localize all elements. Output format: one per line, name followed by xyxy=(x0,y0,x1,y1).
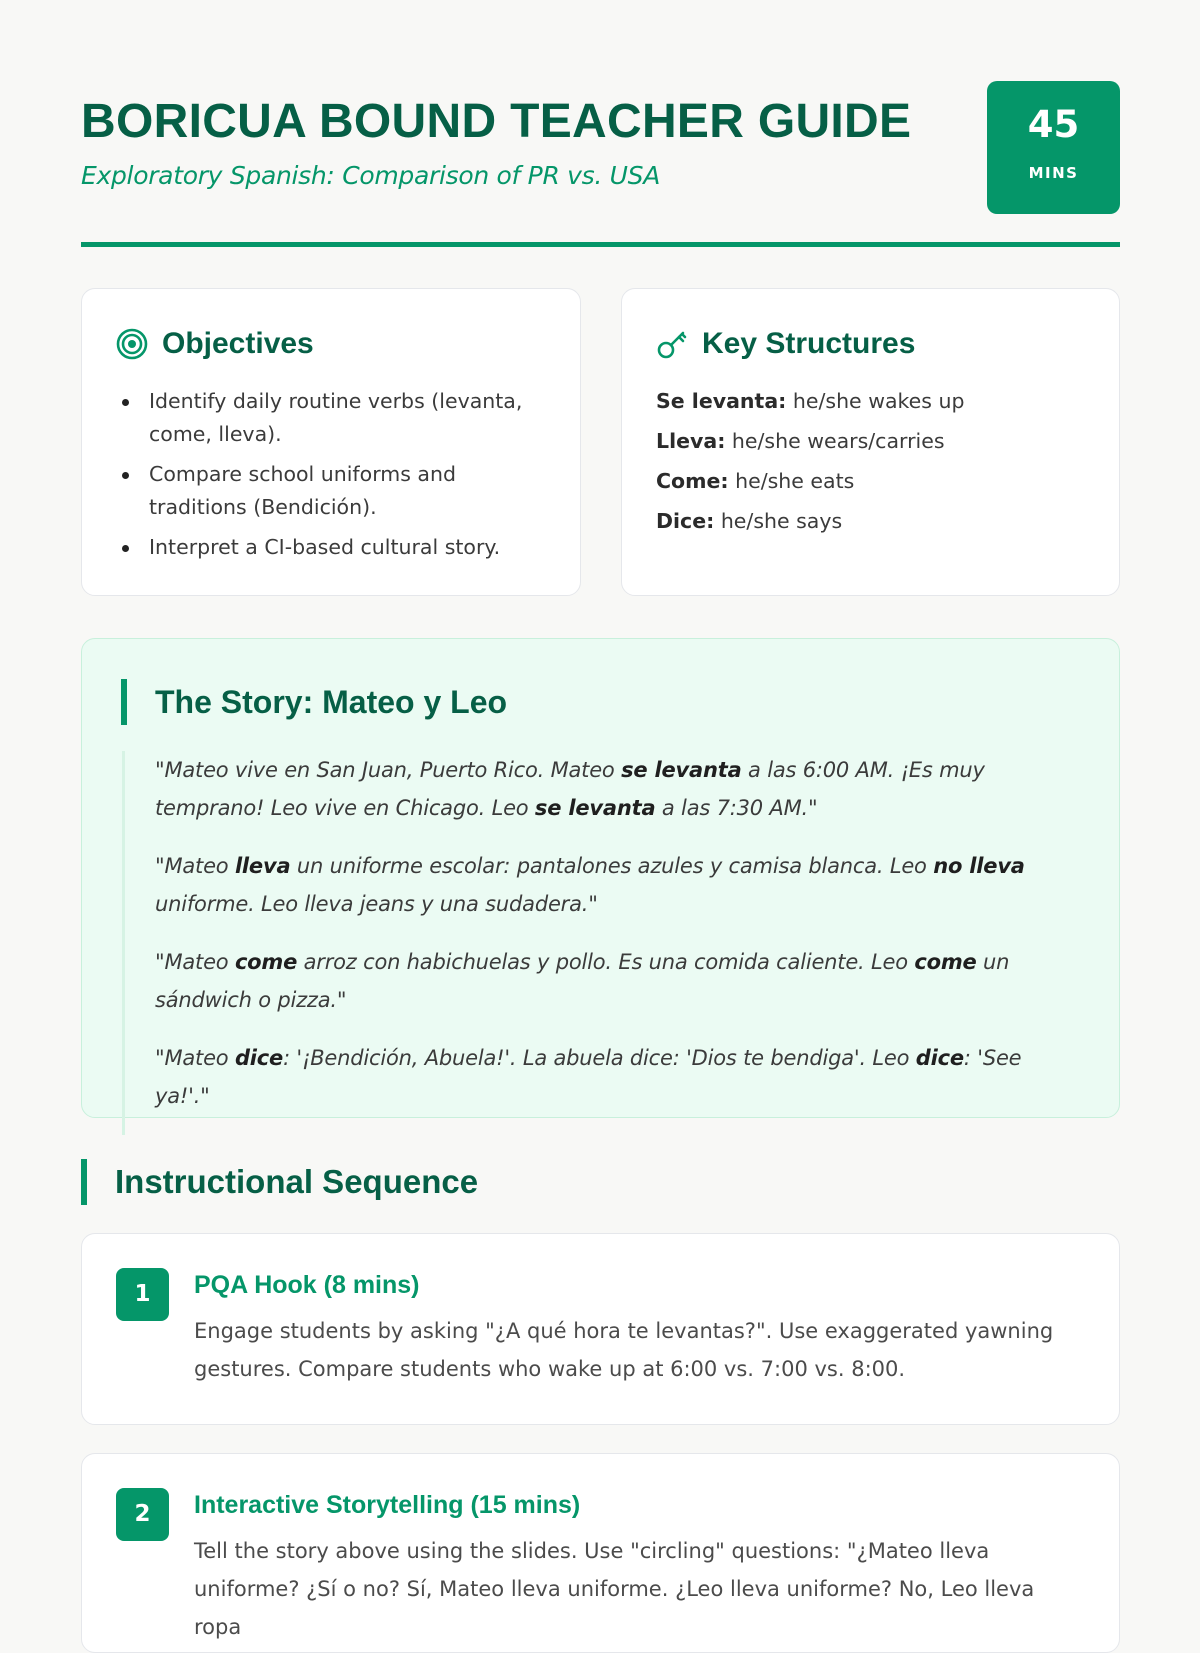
story-text: : 'See ya!'." xyxy=(155,1046,1022,1108)
teacher-guide-page xyxy=(81,0,1120,1639)
key-structure-meaning: he/she says xyxy=(714,509,843,533)
objectives-list xyxy=(116,385,536,571)
step-description: Engage students by asking "¿A qué hora te levantas?". Use exaggerated yawning gestures. Compare students who wake up at 6:00 vs. 7:00 vs. 8:00. xyxy=(194,1319,1054,1381)
page-subtitle: Exploratory Spanish: Comparison of PR vs. USA xyxy=(81,161,661,190)
sequence-step xyxy=(81,1233,1120,1425)
objectives-heading-label: Objectives xyxy=(162,327,314,360)
story-paragraph xyxy=(155,751,1072,827)
story-text: arroz con habichuelas y pollo. Es una comida caliente. Leo xyxy=(297,950,915,974)
objective-item: Identify daily routine verbs (levanta, come, lleva). xyxy=(116,385,536,451)
key-structure-item xyxy=(656,505,964,538)
key-icon xyxy=(656,328,688,360)
story-text: un uniforme escolar: pantalones azules y camisa blanca. Leo xyxy=(290,854,934,878)
story-key-verb: come xyxy=(234,950,298,974)
objective-item: Compare school uniforms and traditions (Bendición). xyxy=(116,458,536,524)
story-paragraph xyxy=(155,943,1072,1019)
step-title: PQA Hook (8 mins) xyxy=(194,1271,420,1299)
story-key-verb: dice xyxy=(234,1046,284,1070)
guide-header xyxy=(81,0,1120,247)
story-text: "Mateo xyxy=(155,854,235,878)
key-structure-meaning: he/she wakes up xyxy=(786,389,965,413)
duration-unit: MINS xyxy=(1028,164,1079,182)
key-structure-term: Dice: xyxy=(656,509,715,533)
duration-value: 45 xyxy=(1027,103,1080,146)
story-text: "Mateo xyxy=(155,950,235,974)
story-key-verb: se levanta xyxy=(621,758,742,782)
objectives-heading xyxy=(116,327,314,361)
target-icon xyxy=(116,328,148,360)
key-structure-term: Come: xyxy=(656,469,729,493)
story-text: : '¡Bendición, Abuela!'. La abuela dice: 'Dios te bendiga'. Leo xyxy=(283,1046,916,1070)
story-text: "Mateo xyxy=(155,1046,235,1070)
story-section xyxy=(81,638,1120,1118)
story-paragraph xyxy=(155,847,1072,923)
story-key-verb: se levanta xyxy=(534,796,656,820)
step-description: Tell the story above using the slides. Use "circling" questions: "¿Mateo lleva uniforme? ¿Sí o no? Sí, Mateo lleva uniforme. ¿Leo lleva uniforme? No, Leo lleva ropa xyxy=(194,1539,1035,1639)
step-title: Interactive Storytelling (15 mins) xyxy=(194,1491,581,1519)
story-text: "Mateo vive en San Juan, Puerto Rico. Mateo xyxy=(155,758,622,782)
key-structure-meaning: he/she wears/carries xyxy=(725,429,945,453)
sequence-step xyxy=(81,1453,1120,1653)
duration-badge xyxy=(987,81,1120,214)
key-structure-meaning: he/she eats xyxy=(728,469,855,493)
story-text: a las 6:00 AM. ¡Es muy temprano! Leo vive en Chicago. Leo xyxy=(155,758,985,820)
key-structures-heading xyxy=(656,327,915,361)
step-number: 1 xyxy=(116,1268,169,1321)
step-number: 2 xyxy=(116,1488,169,1541)
story-text: a las 7:30 AM." xyxy=(655,796,818,820)
story-text: un sándwich o pizza." xyxy=(155,950,1010,1012)
objectives-card xyxy=(81,288,581,596)
key-structures-heading-label: Key Structures xyxy=(702,327,916,360)
key-structure-term: Se levanta: xyxy=(656,389,787,413)
story-heading: The Story: Mateo y Leo xyxy=(121,679,507,725)
story-key-verb: dice xyxy=(915,1046,964,1070)
key-structures-list xyxy=(656,385,964,545)
objective-item: Interpret a CI-based cultural story. xyxy=(116,531,536,564)
story-key-verb: no lleva xyxy=(933,854,1025,878)
page-title: BORICUA BOUND TEACHER GUIDE xyxy=(81,95,912,148)
key-structure-item xyxy=(656,385,964,418)
story-key-verb: lleva xyxy=(234,854,291,878)
story-body xyxy=(122,751,1072,1135)
story-text: uniforme. Leo lleva jeans y una sudadera." xyxy=(155,892,598,916)
key-structure-term: Lleva: xyxy=(656,429,726,453)
key-structure-item xyxy=(656,425,964,458)
story-key-verb: come xyxy=(914,950,977,974)
key-structure-item xyxy=(656,465,964,498)
sequence-heading: Instructional Sequence xyxy=(81,1159,478,1205)
key-structures-card xyxy=(621,288,1120,596)
story-paragraph xyxy=(155,1039,1072,1115)
